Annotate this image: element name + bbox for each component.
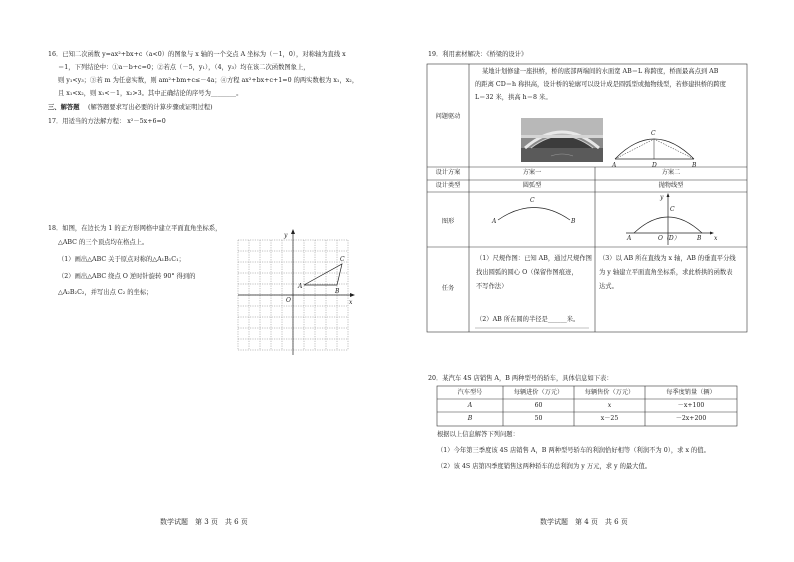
parabola-scheme-figure: [622, 193, 722, 247]
x-axis-label: x: [349, 299, 353, 306]
q18-line2: △ABC 的三个顶点均在格点上。: [58, 239, 149, 246]
q19-drive-label: 问题驱动: [435, 113, 461, 120]
q20-after: 根据以上信息解答下列问题：: [437, 431, 519, 438]
type-arc: 圆弧型: [522, 182, 542, 189]
parabola-label-b: B: [697, 235, 702, 242]
type-parabola: 抛物线型: [658, 182, 684, 189]
task-b-line2: 为 y 轴建立平面直角坐标系，求此桥拱的函数表: [599, 269, 733, 276]
scheme-one: 方案一: [522, 169, 542, 176]
q18-grid-figure: [238, 230, 358, 360]
task-a-line2: 找出圆弧的圆心 O（保留作图痕迹，: [476, 269, 578, 276]
bridge-photo: [521, 118, 603, 162]
section-3-note: (解答题要求写出必要的计算步骤或证明过程): [88, 104, 213, 111]
point-b-label: B: [335, 288, 340, 295]
fig-label-a: A: [612, 162, 617, 169]
q20-cell: 50: [534, 415, 543, 422]
q20-header-price: 每辆售价（万元）: [584, 389, 635, 396]
row-task-label: 任务: [441, 285, 455, 292]
q20-cell: B: [467, 415, 473, 422]
q16-line3: 则 y₁<y₃；③若 m 为任意实数，则 am²+bm+c≤－4a；④方程 ax²+bx+c+1=0 的两实数根为 x₁，x₂，: [58, 77, 359, 84]
arc-label-b: B: [571, 218, 576, 225]
q20-header-model: 汽车型号: [457, 389, 483, 396]
parabola-label-a: A: [627, 235, 632, 242]
q20-header-cost: 每辆进价（万元）: [513, 389, 564, 396]
left-page-footer: 数学试题 第 3 页 共 6 页: [160, 518, 248, 526]
point-a-label: A: [298, 283, 303, 290]
q20-part2: （2）该 4S 店第四季度销售这两种轿车的总利润为 y 万元，求 y 的最大值。: [437, 463, 652, 470]
task-a-line1: （1）尺规作图：已知 AB，通过尺规作图: [476, 255, 592, 262]
parabola-label-c: C: [670, 206, 675, 213]
section-3-heading: 三、解答题: [48, 104, 80, 111]
fig-label-d: D: [652, 162, 657, 169]
q20-intro: 20．某汽车 4S 店销售 A，B 两种型号的轿车，具体信息如下表：: [428, 375, 613, 382]
task-b-line3: 达式。: [599, 283, 618, 290]
row-figure-label: 图形: [441, 218, 455, 225]
q20-cell: x: [607, 402, 612, 409]
arc-label-c: C: [530, 197, 535, 204]
fig-label-c: C: [651, 130, 656, 137]
q19-title: 19．利用素材解决：《桥梁的设计》: [428, 51, 528, 58]
q18-line5: △A₂B₂C₂，并写出点 C₂ 的坐标；: [58, 289, 153, 296]
q20-cell: －x+100: [677, 402, 705, 409]
q16-line4: 且 x₁<x₂，则 x₁<－1，x₂>3。其中正确结论的序号为________。: [58, 90, 243, 97]
q20-part1: （1）今年第三季度该 4S 店销售 A，B 两种型号轿车的利润恰好相等（利润不为 0），求 x 的值。: [437, 447, 710, 454]
q19-intro-2: 的距离 CD＝h 称拱高，设计桥的轮廓可以设计成是圆弧型或抛物线型，若修建拱桥的跨度: [475, 81, 726, 88]
y-axis-arrow: [291, 229, 295, 234]
q18-line1: 18．如图，在边长为 1 的正方形网格中建立平面直角坐标系，: [48, 225, 222, 232]
q20-cell: A: [467, 402, 473, 409]
q18-line4: （2）画出△ABC 绕点 O 逆时针旋转 90° 得到的: [58, 273, 196, 280]
q18-line3: （1）画出△ABC 关于原点对称的△A₁B₁C₁；: [58, 256, 185, 263]
q20-cell: 60: [534, 402, 543, 409]
q20-header-sales: 每季度销量（辆）: [666, 389, 716, 396]
q19-intro-3: L＝32 米，拱高 h＝8 米。: [475, 94, 552, 101]
q16-line2: ＝1，下列结论中：①a－b+c=0；②若点（－5，y₁），（4，y₃）均在该二次函数图象上，: [58, 64, 310, 71]
bridge-arc-figure: [610, 124, 700, 170]
y-axis-label: y: [284, 232, 288, 239]
x-axis-arrow: [350, 293, 355, 297]
task-a-line4: （2）AB 所在圆的半径是______米。: [476, 316, 580, 323]
arc-scheme-figure: [490, 195, 580, 235]
q20-cell: x－25: [600, 415, 619, 422]
scheme-two: 方案二: [661, 169, 681, 176]
parabola-label-od: O（D）: [658, 235, 680, 242]
q20-cell: －2x+200: [675, 415, 707, 422]
fig-label-b: B: [692, 162, 697, 169]
q19-intro-1: 某地计划修建一座拱桥，桥的底部两端间的水面宽 AB＝L 称跨度，桥面最高点到 AB: [482, 68, 719, 75]
task-b-line1: （3）以 AB 所在直线为 x 轴，AB 的垂直平分线: [599, 255, 736, 262]
origin-label: O: [286, 297, 291, 304]
parabola-label-y: y: [660, 194, 664, 201]
question-17: 17．用适当的方法解方程： x²－5x+6=0: [48, 118, 166, 125]
task-a-line3: 不写作法）: [476, 283, 508, 290]
triangle-abc: [304, 264, 342, 285]
right-page-footer: 数学试题 第 4 页 共 6 页: [540, 518, 628, 526]
point-c-label: C: [340, 256, 345, 263]
parabola-label-x: x: [714, 235, 718, 242]
q16-line1: 16．已知二次函数 y=ax²+bx+c（a<0）的图象与 x 轴的一个交点 A 坐标为（－1，0），对称轴为直线 x: [48, 51, 346, 58]
row-scheme-label: 设计方案: [435, 169, 461, 176]
row-type-label: 设计类型: [435, 182, 461, 189]
arc-label-a: A: [492, 218, 497, 225]
